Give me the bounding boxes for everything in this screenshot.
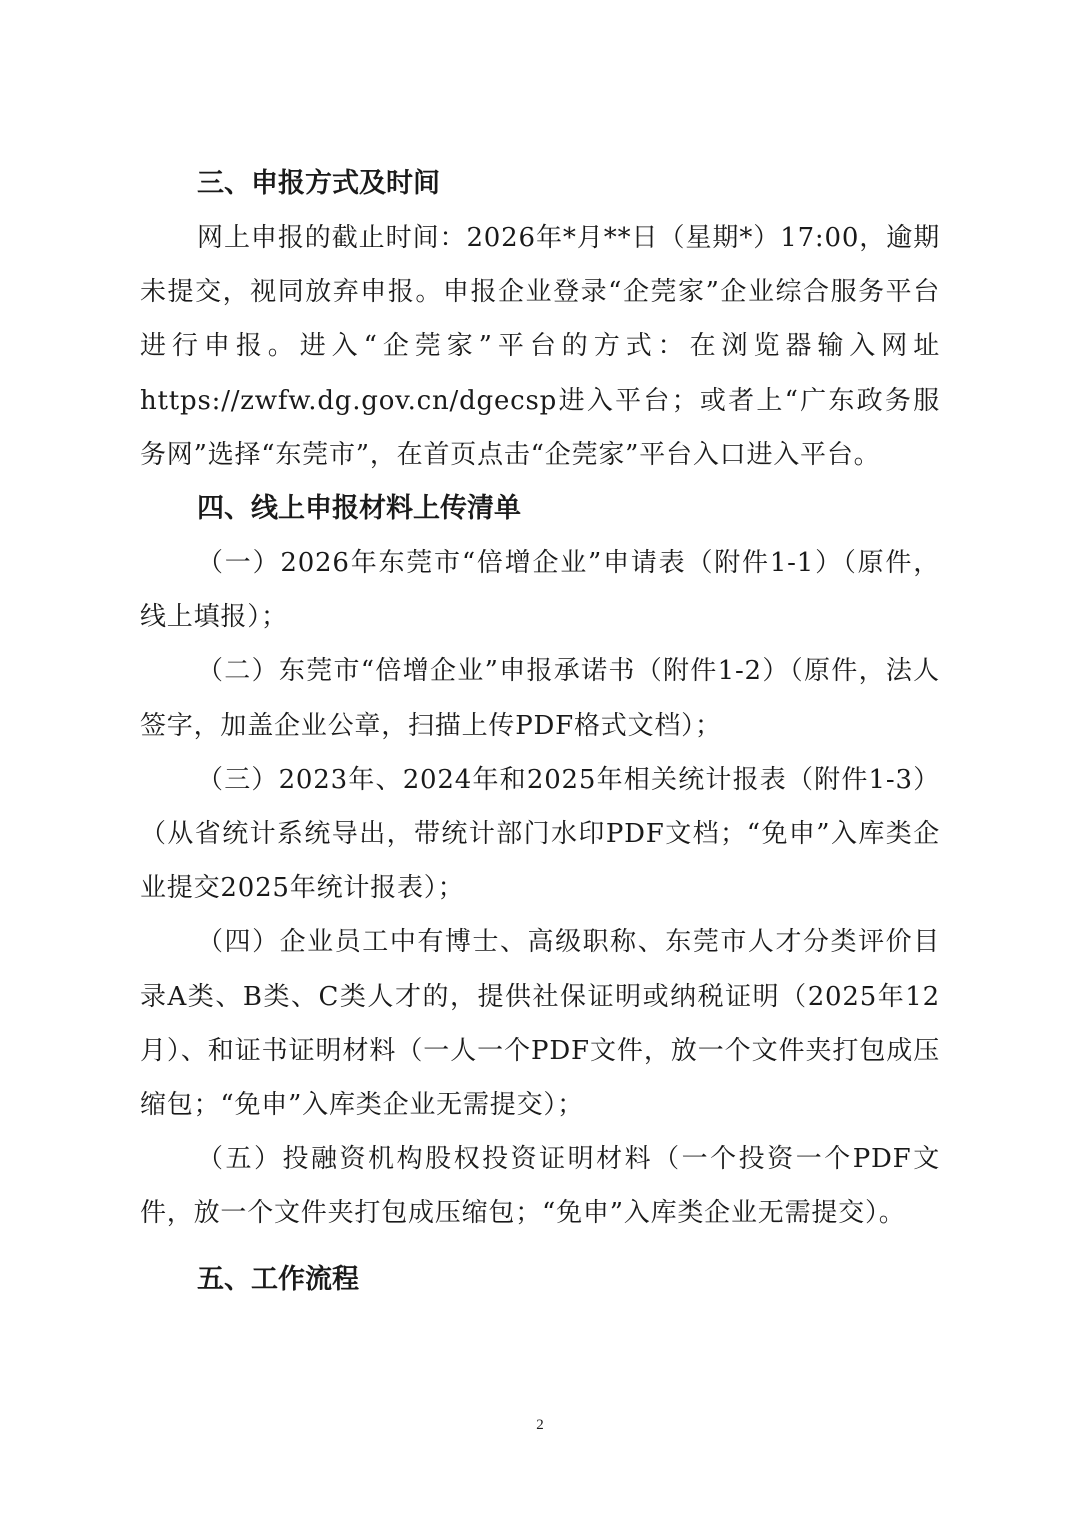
section-heading-3: 三、申报方式及时间 [197, 168, 440, 199]
section-heading-4: 四、线上申报材料上传清单 [197, 493, 521, 525]
list-item-3: （三）2023年、2024年和2025年相关统计报表（附件1-3）（从省统计系统导出，带统计部门水印PDF文档；“免申”入库类企业提交2025年统计报表）； [140, 764, 940, 904]
page-content [140, 157, 940, 1307]
list-item-2: （二）东莞市“倍增企业”申报承诺书（附件1-2）（原件，法人签字，加盖企业公章，扫描上传PDF格式文档）； [140, 656, 940, 741]
list-item-1: （一）2026年东莞市“倍增企业”申请表（附件1-1）（原件，线上填报）； [140, 548, 940, 633]
section-3-paragraph: 网上申报的截止时间：2026年*月**日（星期*）17:00，逾期未提交，视同放弃申报。申报企业登录“企莞家”企业综合服务平台进行申报。进入“企莞家”平台的方式：在浏览器输入网址https://zwfw.dg.gov.cn/dgecsp进入平台；或者上“广东政务服务网”选择“东莞市”，在首页点击“企莞家”平台入口进入平台。 [140, 223, 940, 470]
page-number: 2 [536, 1417, 544, 1433]
list-item-5: （五）投融资机构股权投资证明材料（一个投资一个PDF文件，放一个文件夹打包成压缩包；“免申”入库类企业无需提交）。 [140, 1144, 940, 1229]
list-item-4: （四）企业员工中有博士、高级职称、东莞市人才分类评价目录A类、B类、C类人才的，提供社保证明或纳税证明（2025年12月）、和证书证明材料（一人一个PDF文件，放一个文件夹打包成压缩包；“免申”入库类企业无需提交）； [140, 927, 940, 1121]
section-heading-5: 五、工作流程 [197, 1263, 359, 1295]
